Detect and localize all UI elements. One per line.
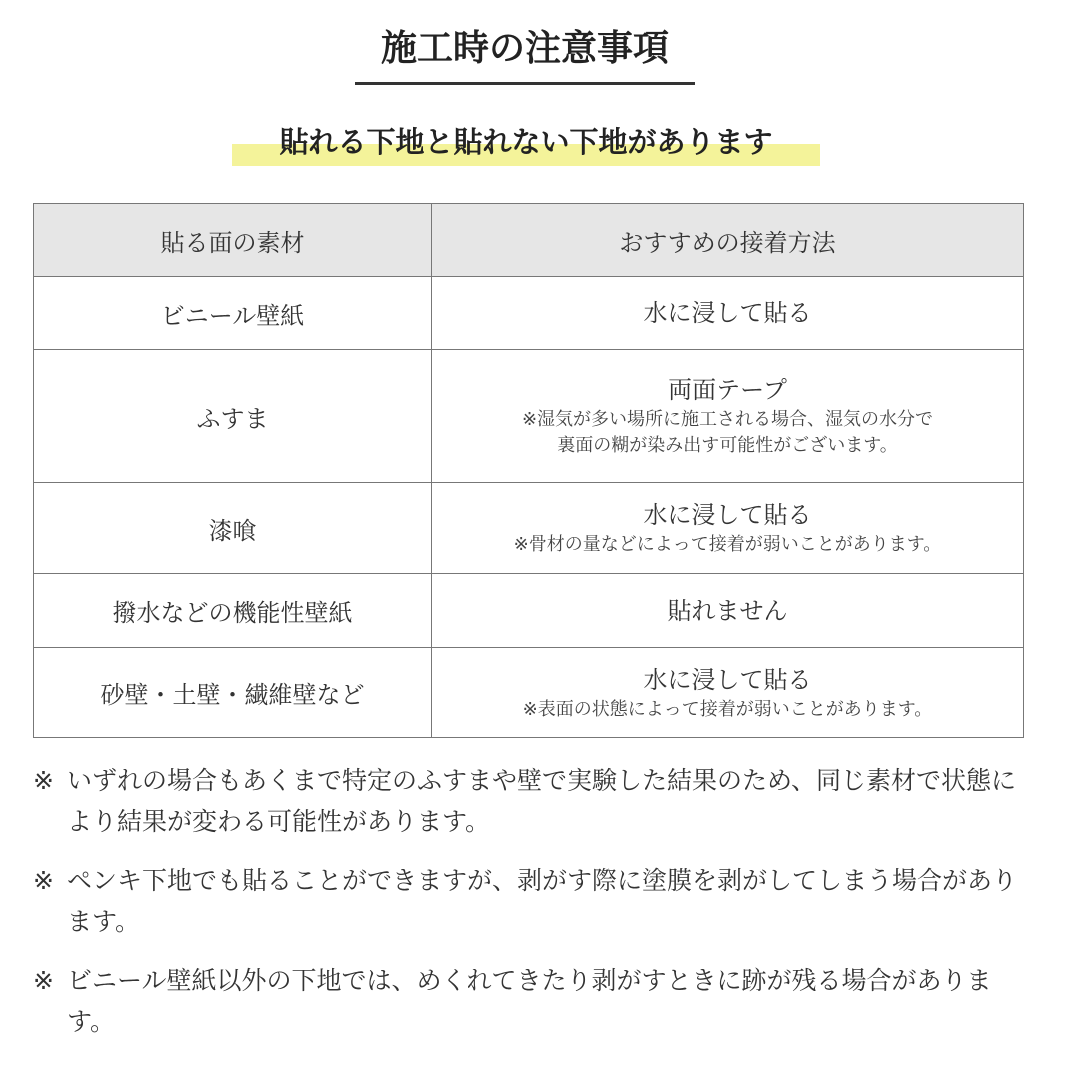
method-note: 裏面の糊が染み出す可能性がございます。 xyxy=(557,435,898,456)
method-text: 水に浸して貼る xyxy=(643,501,812,529)
method-text: 水に浸して貼る xyxy=(643,665,812,694)
method-text: 貼れません xyxy=(667,596,788,625)
notes-list xyxy=(33,760,1033,1060)
adhesion-table xyxy=(33,203,1024,738)
method-text: 両面テープ xyxy=(668,376,787,404)
subtitle-block xyxy=(232,120,820,172)
reference-mark: ※ xyxy=(33,866,54,895)
note-text: ペンキ下地でも貼ることができますが、剥がす際に塗膜を剥がしてしまう場合があります。 xyxy=(67,866,1018,936)
note-text: ビニール壁紙以外の下地では、めくれてきたり剥がすときに跡が残る場合があります。 xyxy=(67,966,992,1036)
table-row xyxy=(34,483,1024,574)
method-note: ※湿気が多い場所に施工される場合、湿気の水分で xyxy=(521,409,934,430)
material-cell: ビニール壁紙 xyxy=(34,277,432,350)
method-cell xyxy=(432,574,1024,648)
material-cell: ふすま xyxy=(34,350,432,483)
list-item xyxy=(33,960,1033,1042)
table-row xyxy=(34,350,1024,483)
header-material: 貼る面の素材 xyxy=(34,204,432,277)
table-row xyxy=(34,648,1024,738)
subtitle: 貼れる下地と貼れない下地があります xyxy=(279,125,773,159)
title-underline xyxy=(355,82,695,85)
method-note: ※骨材の量などによって接着が弱いことがあります。 xyxy=(513,534,942,555)
method-cell xyxy=(432,483,1024,574)
material-cell: 砂壁・土壁・繊維壁など xyxy=(34,648,432,738)
material-cell: 撥水などの機能性壁紙 xyxy=(34,574,432,648)
table-row xyxy=(34,277,1024,350)
method-text: 水に浸して貼る xyxy=(643,299,812,327)
page-title: 施工時の注意事項 xyxy=(380,28,669,69)
method-cell xyxy=(432,350,1024,483)
note-text: いずれの場合もあくまで特定のふすまや壁で実験した結果のため、同じ素材で状態により結果が変わる可能性があります。 xyxy=(67,766,1017,836)
method-cell xyxy=(432,648,1024,738)
reference-mark: ※ xyxy=(33,966,54,995)
list-item xyxy=(33,860,1033,942)
material-cell: 漆喰 xyxy=(34,483,432,574)
table-header-row xyxy=(34,204,1024,277)
method-cell xyxy=(432,277,1024,350)
table-row xyxy=(34,574,1024,648)
method-note: ※表面の状態によって接着が弱いことがあります。 xyxy=(522,698,933,720)
reference-mark: ※ xyxy=(33,766,54,795)
list-item xyxy=(33,760,1033,842)
header-method: おすすめの接着方法 xyxy=(432,204,1024,277)
